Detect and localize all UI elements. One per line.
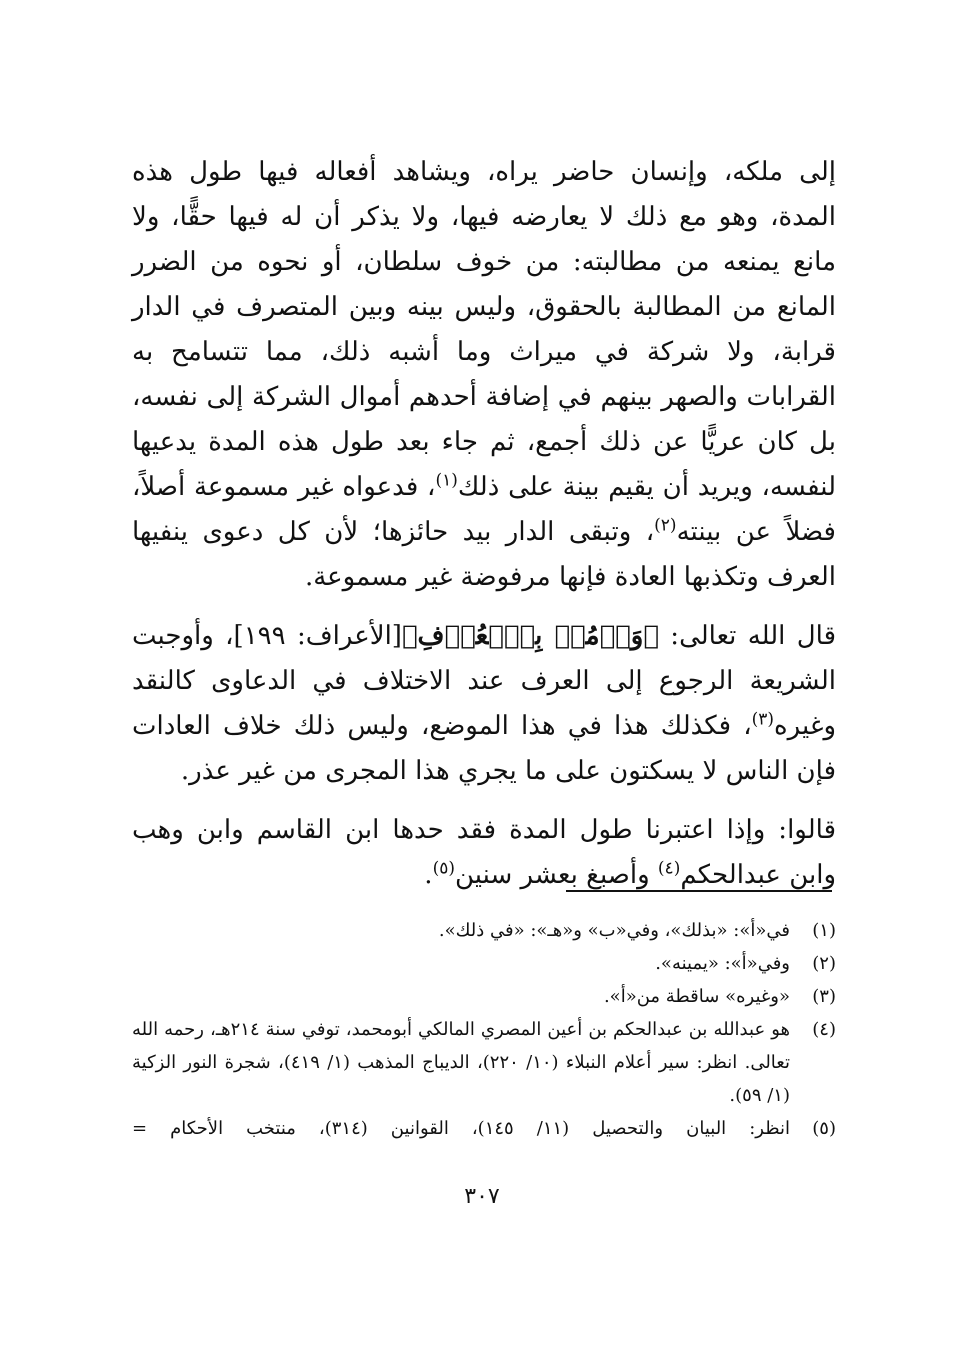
- footnote-text: «وغيره» ساقطة من«أ».: [603, 986, 790, 1007]
- footnote-5: [132, 1112, 836, 1145]
- footnote-ref-4: (٤): [657, 858, 681, 879]
- paragraph-3: [132, 808, 836, 898]
- footnote-text: هو عبدالله بن عبدالحكم بن أعين المصري المالكي أبومحمد، توفي سنة ٢١٤هـ، رحمه الله تعالى. انظر: سير أعلام النبلاء (١٠/ ٢٢٠)، الديباج المذهب (١/ ٤١٩)، شجرة النور الزكية (١/ ٥٩).: [132, 1019, 790, 1106]
- paragraph-2: [132, 614, 836, 794]
- footnotes: [132, 914, 836, 1145]
- footnote-3: [132, 980, 836, 1013]
- footnote-ref-3: (٣): [751, 709, 775, 730]
- footnote-1: [132, 914, 836, 947]
- footnote-ref-2: (٢): [654, 515, 677, 536]
- text-segment: [الأعراف: ١٩٩]، وأوجبت الشريعة الرجوع إلى العرف عند الاختلاف في الدعاوى كالنقد وغيره: [132, 621, 836, 741]
- footnote-2: [132, 947, 836, 980]
- footnote-number: (١): [812, 920, 836, 941]
- footnote-ref-1: (١): [435, 470, 458, 491]
- footnote-text: وفي«أ»: «يمينه».: [655, 953, 790, 974]
- main-text: [132, 150, 836, 912]
- footnote-text: في«أ»: «بذلك»، وفي«ب» و«هـ»: «في ذلك».: [438, 920, 790, 941]
- text-segment: ، فدعواه غير مسموعة أصلاً، فضلاً عن بينته: [132, 472, 836, 547]
- footnote-ref-5: (٥): [432, 858, 455, 879]
- text-segment: ، وتبقى الدار بيد حائزها؛ لأن كل دعوى ينفيها العرف وتكذبها العادة فإنها مرفوضة غير مسموعة.: [132, 517, 836, 592]
- text-segment: .: [424, 860, 433, 890]
- quran-verse: ﴿وَأۡمُرۡ بِٱلۡعُرۡفِ﴾: [401, 621, 659, 651]
- text-segment: ، فكذلك هذا في هذا الموضع، وليس ذلك خلاف العادات فإن الناس لا يسكتون على ما يجري هذا المجرى من غير عذر.: [132, 711, 836, 786]
- text-segment: قالوا: وإذا اعتبرنا طول المدة فقد حدها ابن القاسم وابن وهب وابن عبدالحكم: [132, 815, 836, 890]
- text-segment: قال الله تعالى:: [658, 621, 837, 651]
- footnote-number: (٥): [812, 1118, 836, 1139]
- footnote-number: (٣): [812, 986, 836, 1007]
- footnote-number: (٤): [812, 1019, 836, 1040]
- footnote-number: (٢): [812, 953, 836, 974]
- footnote-separator: [566, 890, 832, 892]
- text-segment: وأصبغ بعشر سنين: [454, 860, 658, 890]
- footnote-4: [132, 1013, 836, 1112]
- page-number: ٣٠٧: [464, 1184, 500, 1209]
- paragraph-1: [132, 150, 836, 600]
- text-segment: إلى ملكه، وإنسان حاضر يراه، ويشاهد أفعاله فيها طول هذه المدة، وهو مع ذلك لا يعارضه فيها، ولا يذكر أن له فيها حقًّا، ولا مانع يمنعه من مطالبته: من خوف سلطان، أو نحوه من الضرر المانع من المطالبة بالحقوق، وليس بينه وبين المتصرف في الدار قرابة، ولا شركة في ميراث وما أشبه ذلك، مما تتسامح به القرابات والصهر بينهم في إضافة أحدهم أموال الشركة إلى نفسه، بل كان عريًّا عن ذلك أجمع، ثم جاء بعد طول هذه المدة يدعيها لنفسه، ويريد أن يقيم بينة على ذلك: [132, 157, 836, 502]
- footnote-text: انظر: البيان والتحصيل (١١/ ١٤٥)، القوانين (٣١٤)، منتخب الأحكام =: [132, 1118, 790, 1139]
